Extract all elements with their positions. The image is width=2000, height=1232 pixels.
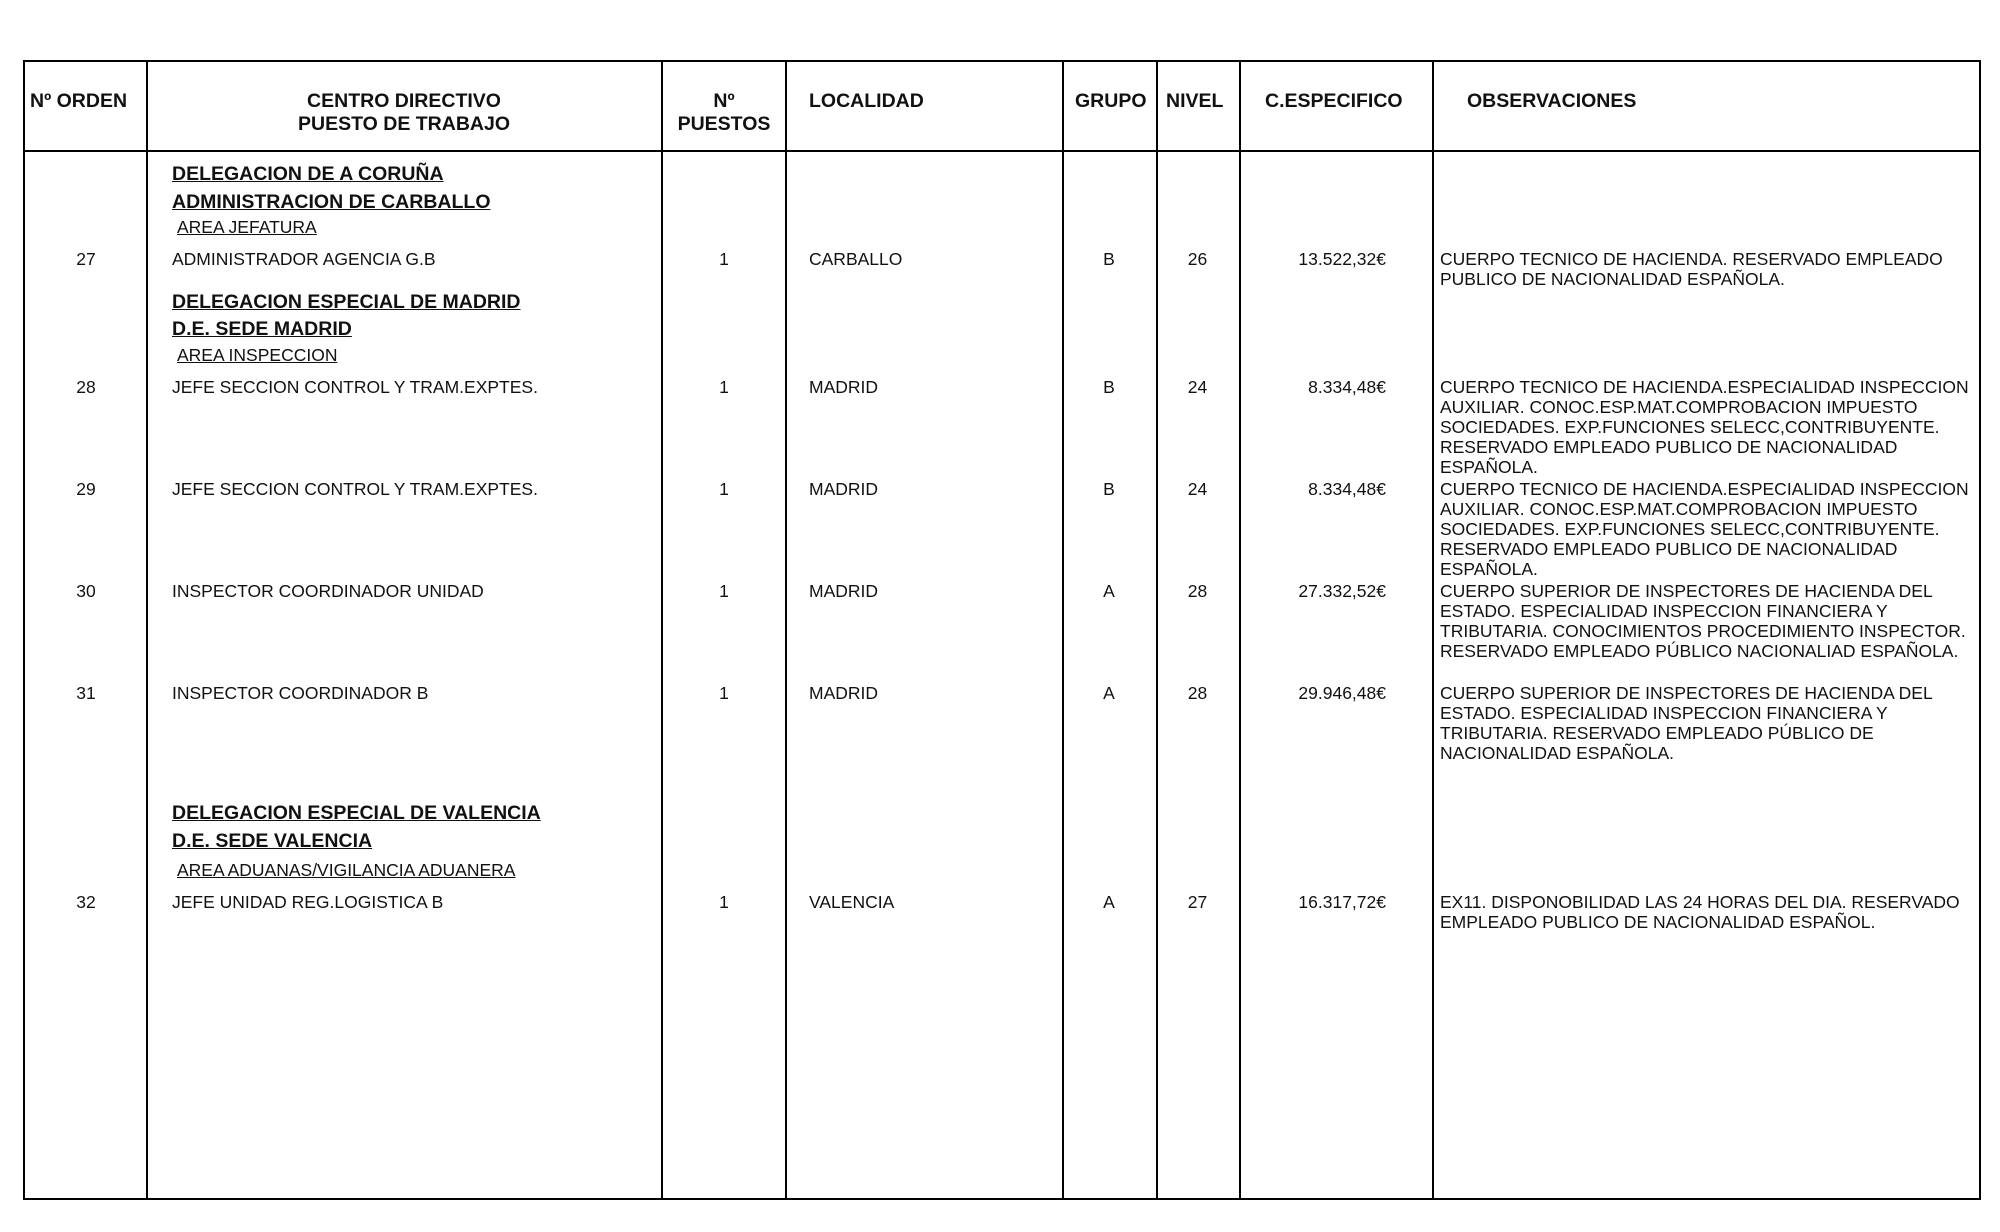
header-num: Nº <box>713 90 735 112</box>
cell-especifico: 13.522,32€ <box>1298 249 1386 269</box>
cell-especifico: 29.946,48€ <box>1298 683 1386 703</box>
column-divider <box>1156 60 1158 1200</box>
header-especifico: C.ESPECIFICO <box>1265 90 1403 112</box>
cell-puesto: JEFE UNIDAD REG.LOGISTICA B <box>172 892 444 912</box>
cell-nivel: 26 <box>1187 249 1208 269</box>
cell-puesto: JEFE SECCION CONTROL Y TRAM.EXPTES. <box>172 479 538 499</box>
cell-especifico: 16.317,72€ <box>1298 892 1386 912</box>
section-area: AREA INSPECCION <box>177 345 338 365</box>
section-delegacion: DELEGACION ESPECIAL DE VALENCIA <box>172 802 541 824</box>
cell-nivel: 24 <box>1187 377 1208 397</box>
cell-puesto: JEFE SECCION CONTROL Y TRAM.EXPTES. <box>172 377 538 397</box>
header-nivel: NIVEL <box>1166 90 1224 112</box>
column-divider <box>1062 60 1064 1200</box>
cell-orden: 28 <box>76 377 96 397</box>
column-divider <box>1239 60 1241 1200</box>
header-centro-directivo: CENTRO DIRECTIVO <box>307 90 501 112</box>
section-area: AREA JEFATURA <box>177 217 317 237</box>
cell-nivel: 28 <box>1187 581 1208 601</box>
cell-orden: 27 <box>76 249 96 269</box>
cell-num-puestos: 1 <box>719 892 729 912</box>
cell-observaciones: CUERPO TECNICO DE HACIENDA. RESERVADO EMPLEADO PUBLICO DE NACIONALIDAD ESPAÑOLA. <box>1440 249 1943 289</box>
header-puesto-trabajo: PUESTO DE TRABAJO <box>297 113 510 135</box>
cell-num-puestos: 1 <box>719 683 729 703</box>
cell-nivel: 27 <box>1187 892 1208 912</box>
cell-observaciones: CUERPO SUPERIOR DE INSPECTORES DE HACIENDA DEL ESTADO. ESPECIALIDAD INSPECCION FINANCIERA Y TRIBUTARIA. CONOCIMIENTOS PROCEDIMIENTO INSPECTOR. RESERVADO EMPLEADO PÚBLICO NACIONALIAD ESPAÑOLA. <box>1440 581 1966 661</box>
header-divider <box>23 150 1981 152</box>
column-divider <box>1432 60 1434 1200</box>
cell-observaciones: EX11. DISPONOBILIDAD LAS 24 HORAS DEL DIA. RESERVADO EMPLEADO PUBLICO DE NACIONALIDAD ESPAÑOL. <box>1440 892 1960 932</box>
header-grupo: GRUPO <box>1075 90 1147 112</box>
section-administracion: D.E. SEDE MADRID <box>172 318 352 340</box>
section-delegacion: DELEGACION DE A CORUÑA <box>172 163 444 185</box>
cell-num-puestos: 1 <box>719 581 729 601</box>
cell-observaciones: CUERPO TECNICO DE HACIENDA.ESPECIALIDAD INSPECCION AUXILIAR. CONOC.ESP.MAT.COMPROBACION IMPUESTO SOCIEDADES. EXP.FUNCIONES SELECC,CONTRIBUYENTE. RESERVADO EMPLEADO PUBLICO DE NACIONALIDAD ESPAÑOLA. <box>1440 377 1969 477</box>
cell-orden: 30 <box>76 581 96 601</box>
header-observaciones: OBSERVACIONES <box>1467 90 1637 112</box>
header-puestos: PUESTOS <box>677 113 771 135</box>
column-divider <box>785 60 787 1200</box>
header-orden: Nº ORDEN <box>30 90 128 112</box>
cell-orden: 31 <box>76 683 96 703</box>
cell-grupo: A <box>1103 683 1115 703</box>
cell-orden: 29 <box>76 479 96 499</box>
cell-num-puestos: 1 <box>719 249 729 269</box>
section-administracion: ADMINISTRACION DE CARBALLO <box>172 191 491 213</box>
header-localidad: LOCALIDAD <box>809 90 924 112</box>
cell-num-puestos: 1 <box>719 377 729 397</box>
cell-localidad: MADRID <box>809 683 879 703</box>
cell-puesto: INSPECTOR COORDINADOR UNIDAD <box>172 581 484 601</box>
cell-orden: 32 <box>76 892 96 912</box>
cell-observaciones: CUERPO SUPERIOR DE INSPECTORES DE HACIENDA DEL ESTADO. ESPECIALIDAD INSPECCION FINANCIERA Y TRIBUTARIA. RESERVADO EMPLEADO PÚBLICO DE NACIONALIDAD ESPAÑOLA. <box>1440 683 1933 763</box>
cell-grupo: B <box>1103 377 1115 397</box>
cell-grupo: A <box>1103 892 1115 912</box>
cell-localidad: VALENCIA <box>809 892 895 912</box>
cell-puesto: ADMINISTRADOR AGENCIA G.B <box>172 249 436 269</box>
cell-localidad: MADRID <box>809 479 879 499</box>
section-administracion: D.E. SEDE VALENCIA <box>172 830 373 852</box>
cell-especifico: 8.334,48€ <box>1308 377 1386 397</box>
cell-puesto: INSPECTOR COORDINADOR B <box>172 683 429 703</box>
cell-grupo: B <box>1103 479 1115 499</box>
column-divider <box>146 60 148 1200</box>
cell-observaciones: CUERPO TECNICO DE HACIENDA.ESPECIALIDAD INSPECCION AUXILIAR. CONOC.ESP.MAT.COMPROBACION IMPUESTO SOCIEDADES. EXP.FUNCIONES SELECC,CONTRIBUYENTE. RESERVADO EMPLEADO PUBLICO DE NACIONALIDAD ESPAÑOLA. <box>1440 479 1969 579</box>
cell-nivel: 24 <box>1187 479 1208 499</box>
cell-num-puestos: 1 <box>719 479 729 499</box>
cell-localidad: CARBALLO <box>809 249 903 269</box>
column-divider <box>661 60 663 1200</box>
cell-especifico: 27.332,52€ <box>1298 581 1386 601</box>
cell-grupo: B <box>1103 249 1115 269</box>
section-delegacion: DELEGACION ESPECIAL DE MADRID <box>172 291 521 313</box>
cell-grupo: A <box>1103 581 1115 601</box>
cell-nivel: 28 <box>1187 683 1208 703</box>
section-area: AREA ADUANAS/VIGILANCIA ADUANERA <box>177 860 516 880</box>
cell-localidad: MADRID <box>809 581 879 601</box>
cell-especifico: 8.334,48€ <box>1308 479 1386 499</box>
cell-localidad: MADRID <box>809 377 879 397</box>
